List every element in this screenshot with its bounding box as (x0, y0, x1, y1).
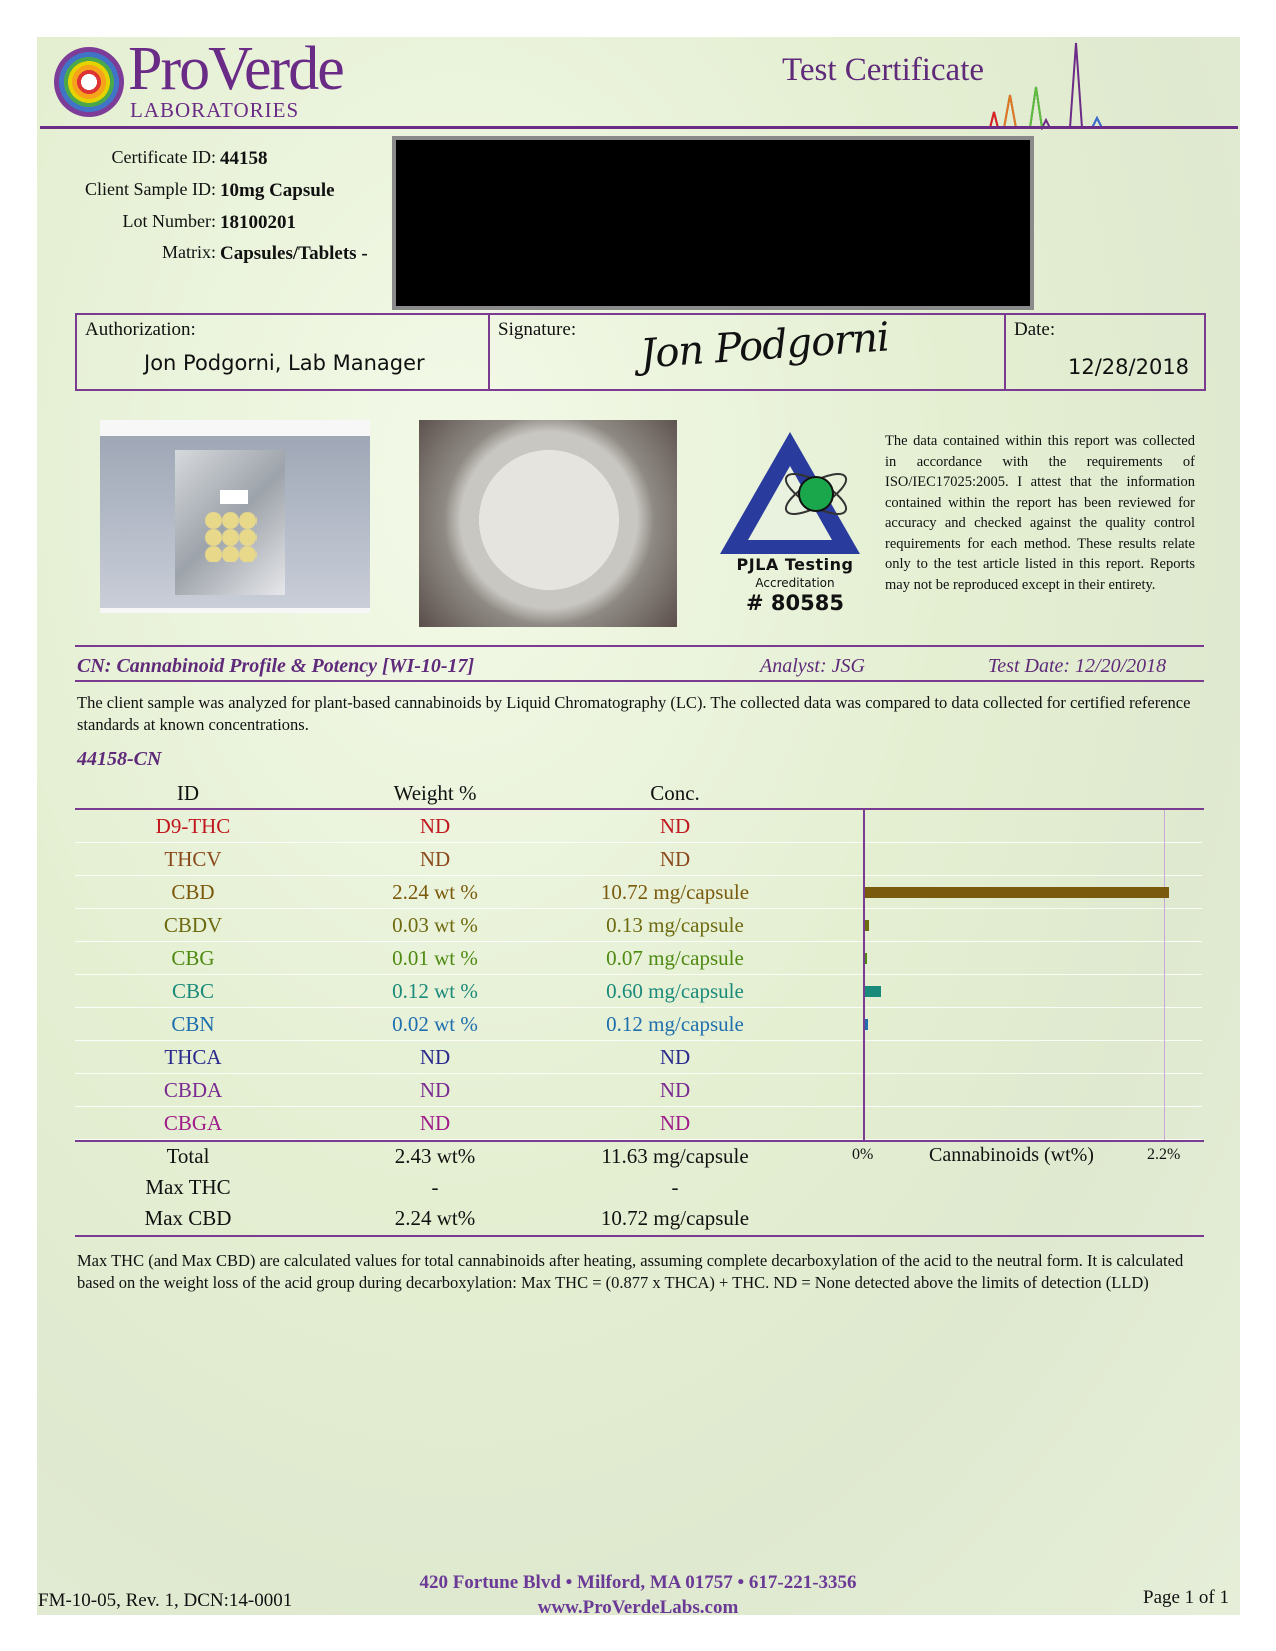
proverde-logo-icon (54, 47, 124, 117)
capsule-closeup-photo (419, 420, 677, 627)
signature-label: Signature: (498, 319, 577, 340)
total-weight: 2.43 wt% (394, 1144, 476, 1168)
col-header-id: ID (176, 781, 200, 805)
cannabinoid-id: CBN (171, 1012, 215, 1036)
cannabinoid-conc: ND (659, 1078, 691, 1102)
iso-statement: The data contained within this report was collected in accordance with the requirements of ISO/IEC17025:2005. I attest that the information contained within the report has been reviewed for accuracy and checked against the quality control requirements for each method. These results relate only to the test article listed in this report. Reports may not be reproduced except in their entirety. (885, 433, 1195, 593)
form-id: FM-10-05, Rev. 1, DCN:14-0001 (38, 1590, 293, 1611)
date-cell (1006, 315, 1204, 389)
table-row (75, 810, 1202, 843)
max-thc-label: Max THC (145, 1175, 231, 1199)
section-divider (75, 680, 1204, 682)
pjla-caption (724, 555, 866, 615)
max-cbd-weight: 2.24 wt% (394, 1206, 476, 1230)
total-conc: 11.63 mg/capsule (601, 1144, 749, 1168)
table-row (75, 1107, 1202, 1140)
page-number: Page 1 of 1 (1143, 1587, 1230, 1608)
cannabinoid-weight: 0.02 wt % (392, 1012, 478, 1036)
cannabinoid-id: CBGA (163, 1111, 223, 1135)
cn-analyst: Analyst: JSG (760, 655, 865, 677)
table-row (75, 1008, 1202, 1041)
logo-main-text: ProVerde (128, 35, 343, 103)
footer-website[interactable]: www.ProVerdeLabs.com (537, 1597, 739, 1618)
cannabinoid-id: D9-THC (155, 814, 231, 838)
section-divider (75, 645, 1204, 647)
cannabinoid-weight: ND (419, 1078, 451, 1102)
cn-description: The client sample was analyzed for plant-based cannabinoids by Liquid Chromatography (LC). The collected data was compared to data collected for certified reference standards at known concentrations. (77, 693, 1191, 734)
cannabinoid-conc: 0.12 mg/capsule (606, 1012, 744, 1036)
cannabinoid-conc: ND (659, 814, 691, 838)
client-sample-id-value: 10mg Capsule (220, 180, 335, 201)
table-row (75, 1074, 1202, 1107)
authorization-box (75, 313, 1206, 391)
total-label: Total (166, 1144, 210, 1168)
pjla-logo-icon (720, 432, 860, 557)
cannabinoid-conc: ND (659, 1045, 691, 1069)
certificate-id-value: 44158 (220, 148, 268, 169)
cannabinoid-id: THCV (164, 847, 222, 871)
cannabinoid-id: CBDA (163, 1078, 223, 1102)
cannabinoid-conc: ND (659, 847, 691, 871)
page-title: Test Certificate (782, 52, 985, 88)
table-row (75, 1041, 1202, 1074)
cannabinoid-weight: ND (419, 847, 451, 871)
cannabinoid-id: CBG (171, 946, 215, 970)
col-header-conc: Conc. (650, 781, 700, 805)
max-cbd-label: Max CBD (144, 1206, 232, 1230)
chart-x-max-label: 2.2% (1147, 1146, 1181, 1163)
lot-number-label: Lot Number: (122, 211, 216, 231)
cannabinoid-id: THCA (164, 1045, 222, 1069)
bar-cbg (865, 953, 867, 964)
cannabinoid-weight: 0.01 wt % (392, 946, 478, 970)
cannabinoid-weight: 0.12 wt % (392, 979, 478, 1003)
cannabinoid-weight: ND (419, 1045, 451, 1069)
bar-cbdv (865, 920, 869, 931)
cn-section-heading: CN: Cannabinoid Profile & Potency [WI-10-17] (77, 655, 475, 677)
cannabinoid-conc: 10.72 mg/capsule (600, 880, 750, 904)
date-value: 12/28/2018 (1068, 355, 1190, 379)
chart-y-axis (863, 810, 865, 1140)
authorization-name: Jon Podgorni, Lab Manager (144, 351, 425, 375)
chart-x-label: Cannabinoids (wt%) (929, 1144, 1094, 1166)
cannabinoid-weight: ND (419, 814, 451, 838)
table-row (75, 942, 1202, 975)
cannabinoid-weight: ND (419, 1111, 451, 1135)
table-row (75, 843, 1202, 876)
footer-address: 420 Fortune Blvd • Milford, MA 01757 • 617-221-3356 (419, 1572, 857, 1593)
cannabinoid-id: CBD (171, 880, 215, 904)
authorization-cell (77, 315, 490, 389)
cannabinoid-conc: 0.60 mg/capsule (606, 979, 744, 1003)
table-row (75, 975, 1202, 1008)
max-thc-note: Max THC (and Max CBD) are calculated values for total cannabinoids after heating, assuming complete decarboxylation of the acid to the neutral form. It is calculated based on the weight loss of the acid group during decarboxylation: Max THC = (0.877 x THCA) + THC. ND = None detected above the limits of detection (LLD) (77, 1251, 1184, 1292)
signature: Jon Podgorni (638, 314, 891, 378)
cannabinoid-conc: 0.07 mg/capsule (606, 946, 744, 970)
max-thc-weight: - (431, 1175, 439, 1199)
redacted-block (392, 136, 1034, 310)
chromatogram-icon (970, 40, 1170, 130)
matrix-value: Capsules/Tablets - (220, 243, 368, 264)
matrix-label: Matrix: (162, 242, 216, 262)
bar-cbc (865, 986, 881, 997)
bar-cbn (865, 1019, 868, 1030)
pjla-subtitle: Accreditation (755, 576, 835, 590)
table-bottom-rule (75, 1235, 1204, 1237)
lot-number-value: 18100201 (220, 212, 296, 233)
date-label: Date: (1014, 319, 1056, 340)
cannabinoid-conc: ND (659, 1111, 691, 1135)
max-cbd-conc: 10.72 mg/capsule (600, 1206, 750, 1230)
chart-x-min-label: 0% (852, 1146, 874, 1163)
client-sample-id-label: Client Sample ID: (85, 179, 216, 199)
bar-cbd (865, 887, 1169, 898)
col-header-weight: Weight % (393, 781, 477, 805)
max-thc-conc: - (671, 1175, 679, 1199)
pjla-number: # 80585 (746, 591, 844, 615)
cannabinoid-conc: 0.13 mg/capsule (606, 913, 744, 937)
certificate-id-label: Certificate ID: (111, 147, 216, 167)
cannabinoid-id: CBDV (163, 913, 223, 937)
cannabinoid-weight: 2.24 wt % (392, 880, 478, 904)
table-body-rule (75, 1140, 1204, 1142)
header-divider (40, 126, 1238, 129)
signature-cell (490, 315, 1006, 389)
cannabinoid-weight: 0.03 wt % (392, 913, 478, 937)
cn-test-date: Test Date: 12/20/2018 (988, 655, 1167, 677)
chart-max-gridline (1164, 810, 1165, 1140)
pjla-title: PJLA Testing (736, 555, 854, 574)
authorization-label: Authorization: (85, 319, 196, 340)
table-row (75, 909, 1202, 942)
sample-bag-photo (100, 420, 370, 613)
logo-sub-text: LABORATORIES (130, 98, 300, 122)
sample-code: 44158-CN (77, 748, 162, 770)
cannabinoid-id: CBC (171, 979, 215, 1003)
